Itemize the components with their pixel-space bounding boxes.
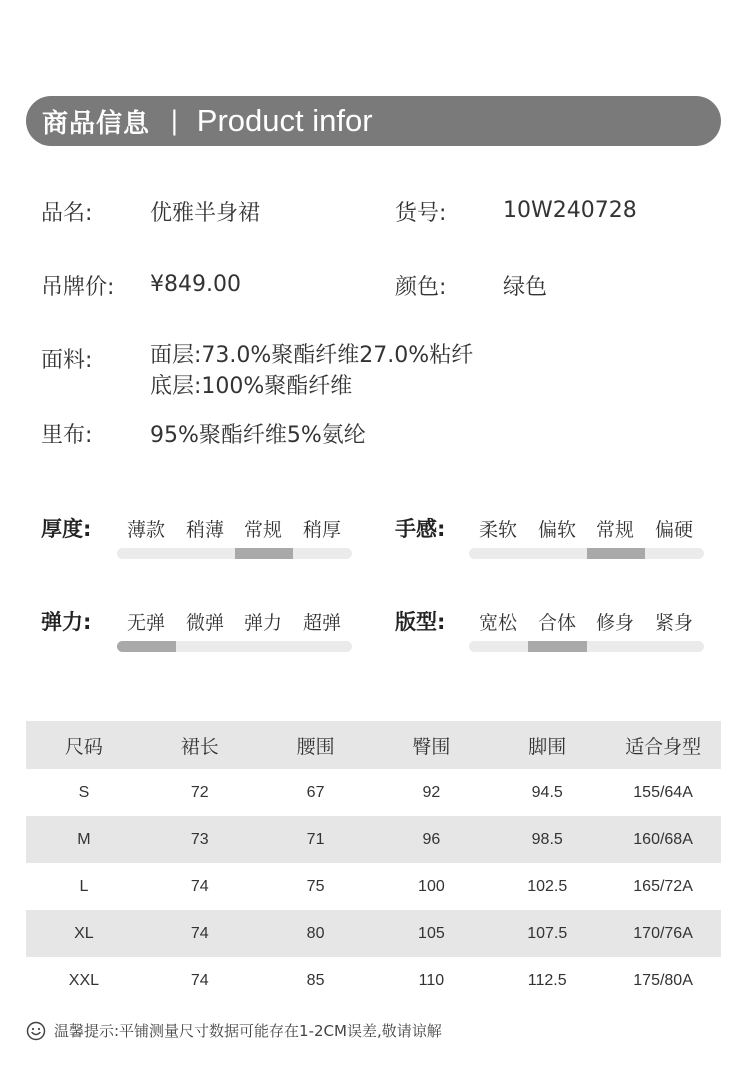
code-label: 货号: bbox=[395, 201, 447, 226]
table-cell: 85 bbox=[306, 971, 325, 989]
handfeel-label: 手感: bbox=[395, 517, 446, 541]
fabric-line-2: 底层:100%聚酯纤维 bbox=[150, 374, 353, 399]
fit-option: 合体 bbox=[537, 612, 576, 634]
note-text: 温馨提示:平铺测量尺寸数据可能存在1-2CM误差,敬请谅解 bbox=[54, 1022, 442, 1040]
table-header-row bbox=[26, 721, 721, 769]
thickness-option: 薄款 bbox=[126, 519, 165, 541]
table-cell: 155/64A bbox=[633, 783, 693, 801]
elasticity-option: 弹力 bbox=[243, 612, 282, 634]
table-cell: 74 bbox=[190, 877, 209, 895]
section-title-cn: 商品信息 bbox=[42, 108, 151, 139]
table-cell: XXL bbox=[68, 971, 100, 989]
handfeel-option: 常规 bbox=[595, 519, 634, 541]
column-header: 腰围 bbox=[258, 721, 374, 769]
table-cell: 74 bbox=[190, 971, 209, 989]
table-cell: 71 bbox=[258, 816, 374, 863]
table-cell: 175/80A bbox=[633, 971, 693, 989]
handfeel-option: 偏软 bbox=[537, 519, 576, 541]
size-table bbox=[26, 721, 721, 1004]
elasticity-option: 超弹 bbox=[302, 612, 341, 634]
thickness-indicator-fill bbox=[235, 548, 294, 559]
measurement-note bbox=[26, 1020, 442, 1041]
table-cell: 94.5 bbox=[531, 783, 563, 801]
section-header bbox=[26, 96, 721, 146]
fabric-label: 面料: bbox=[41, 348, 93, 373]
fit-option: 宽松 bbox=[478, 612, 517, 634]
fit-option: 紧身 bbox=[654, 612, 693, 634]
table-row bbox=[26, 863, 721, 910]
table-cell: 100 bbox=[418, 877, 445, 895]
fit-option: 修身 bbox=[595, 612, 634, 634]
table-cell: 67 bbox=[306, 783, 325, 801]
thickness-label: 厚度: bbox=[41, 517, 92, 541]
color-value: 绿色 bbox=[503, 275, 548, 300]
elasticity-option: 无弹 bbox=[126, 612, 165, 634]
table-cell: 98.5 bbox=[489, 816, 605, 863]
table-row bbox=[26, 910, 721, 957]
table-cell: 170/76A bbox=[605, 910, 721, 957]
table-cell: 96 bbox=[373, 816, 489, 863]
thickness-option: 稍厚 bbox=[302, 519, 341, 541]
table-cell: 165/72A bbox=[633, 877, 693, 895]
color-label: 颜色: bbox=[395, 275, 447, 300]
column-header: 适合身型 bbox=[605, 721, 721, 769]
handfeel-option: 偏硬 bbox=[654, 519, 693, 541]
table-cell: L bbox=[79, 877, 89, 895]
table-cell: 110 bbox=[418, 971, 445, 989]
price-label: 吊牌价: bbox=[41, 275, 115, 300]
lining-label: 里布: bbox=[41, 423, 93, 448]
column-header: 裙长 bbox=[142, 721, 258, 769]
name-value: 优雅半身裙 bbox=[150, 201, 261, 226]
thickness-option: 常规 bbox=[243, 519, 282, 541]
table-row bbox=[26, 769, 721, 816]
elasticity-indicator bbox=[117, 641, 352, 652]
lining-value: 95%聚酯纤维5%氨纶 bbox=[150, 423, 366, 448]
fit-indicator bbox=[469, 641, 704, 652]
table-row bbox=[26, 816, 721, 863]
price-value: ¥849.00 bbox=[150, 272, 241, 297]
table-cell: 102.5 bbox=[527, 877, 568, 895]
elasticity-indicator-fill bbox=[117, 641, 176, 652]
column-header: 脚围 bbox=[489, 721, 605, 769]
column-header: 尺码 bbox=[26, 721, 142, 769]
table-cell: 112.5 bbox=[527, 971, 567, 989]
table-cell: 75 bbox=[306, 877, 325, 895]
elasticity-option: 微弹 bbox=[185, 612, 224, 634]
fabric-line-1: 面层:73.0%聚酯纤维27.0%粘纤 bbox=[150, 343, 474, 368]
thickness-option: 稍薄 bbox=[185, 519, 224, 541]
table-cell: 107.5 bbox=[489, 910, 605, 957]
table-cell: M bbox=[26, 816, 142, 863]
table-cell: S bbox=[78, 783, 90, 801]
table-cell: 73 bbox=[142, 816, 258, 863]
elasticity-label: 弹力: bbox=[41, 610, 92, 634]
table-cell: 160/68A bbox=[605, 816, 721, 863]
name-label: 品名: bbox=[41, 201, 93, 226]
table-cell: 92 bbox=[422, 783, 441, 801]
fit-indicator-fill bbox=[528, 641, 587, 652]
table-row bbox=[26, 957, 721, 1004]
table-cell: 72 bbox=[190, 783, 209, 801]
thickness-indicator bbox=[117, 548, 352, 559]
code-value: 10W240728 bbox=[503, 198, 637, 223]
handfeel-indicator bbox=[469, 548, 704, 559]
table-cell: 105 bbox=[373, 910, 489, 957]
table-cell: 74 bbox=[142, 910, 258, 957]
table-cell: 80 bbox=[258, 910, 374, 957]
table-cell: XL bbox=[26, 910, 142, 957]
column-header: 臀围 bbox=[373, 721, 489, 769]
handfeel-indicator-fill bbox=[587, 548, 646, 559]
handfeel-option: 柔软 bbox=[478, 519, 517, 541]
title-separator: | bbox=[170, 106, 179, 136]
smile-icon bbox=[26, 1021, 46, 1041]
fit-label: 版型: bbox=[395, 610, 446, 634]
section-title-en: Product infor bbox=[196, 103, 373, 138]
